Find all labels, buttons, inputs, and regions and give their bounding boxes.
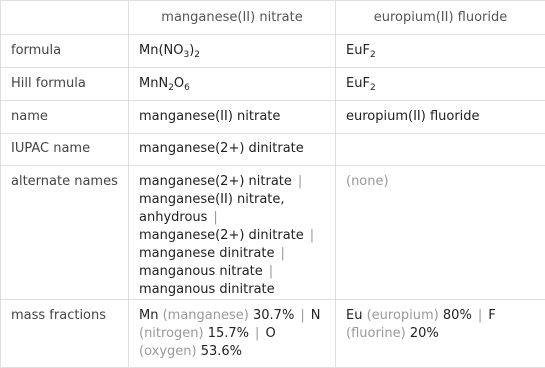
separator: | — [263, 264, 279, 279]
formula-label: formula — [1, 35, 129, 68]
alt-name: manganese(II) nitrate, anhydrous — [139, 192, 285, 225]
iupac-name-row — [1, 134, 545, 166]
hill-formula-manganese: $MnN_2O_6$ — [129, 68, 336, 101]
alt-name: manganous dinitrate — [139, 282, 275, 297]
header-row — [1, 1, 545, 35]
hill-formula-europium: EuF$_2$ — [336, 68, 545, 101]
alt-name: manganese(2+) dinitrate — [139, 228, 304, 243]
formula-row — [1, 35, 545, 68]
separator: | — [274, 246, 290, 261]
name-label: name — [1, 101, 129, 134]
iupac-name-label: IUPAC name — [1, 134, 129, 166]
header-empty-cell — [1, 1, 129, 35]
hill-formula-label: Hill formula — [1, 68, 129, 101]
alternate-names-manganese — [129, 166, 336, 300]
alternate-names-europium: (none) — [336, 166, 545, 300]
separator: | — [304, 228, 320, 243]
name-manganese: manganese(II) nitrate — [129, 101, 336, 134]
alternate-names-label: alternate names — [1, 166, 129, 300]
header-europium-fluoride: europium(II) fluoride — [336, 1, 545, 35]
mass-fractions-row — [1, 300, 545, 368]
mass-fractions-label: mass fractions — [1, 300, 129, 368]
mass-fractions-europium: Eu (europium) 80% | F (fluorine) 20% — [336, 300, 545, 368]
formula-manganese: $Mn(NO_3)_2$ — [129, 35, 336, 68]
header-manganese-nitrate: manganese(II) nitrate — [129, 1, 336, 35]
hill-formula-row — [1, 68, 545, 101]
alt-name: manganese dinitrate — [139, 246, 274, 261]
iupac-name-europium — [336, 134, 545, 166]
alt-name: manganese(2+) nitrate — [139, 174, 292, 189]
alternate-names-row — [1, 166, 545, 300]
name-europium: europium(II) fluoride — [336, 101, 545, 134]
iupac-name-manganese: manganese(2+) dinitrate — [129, 134, 336, 166]
formula-europium: EuF$_2$ — [336, 35, 545, 68]
mass-fractions-manganese: Mn (manganese) 30.7% | N (nitrogen) 15.7% | O (oxygen) 53.6% — [129, 300, 336, 368]
separator: | — [292, 174, 308, 189]
name-row — [1, 101, 545, 134]
separator: | — [207, 210, 223, 225]
alt-name: manganous nitrate — [139, 264, 263, 279]
